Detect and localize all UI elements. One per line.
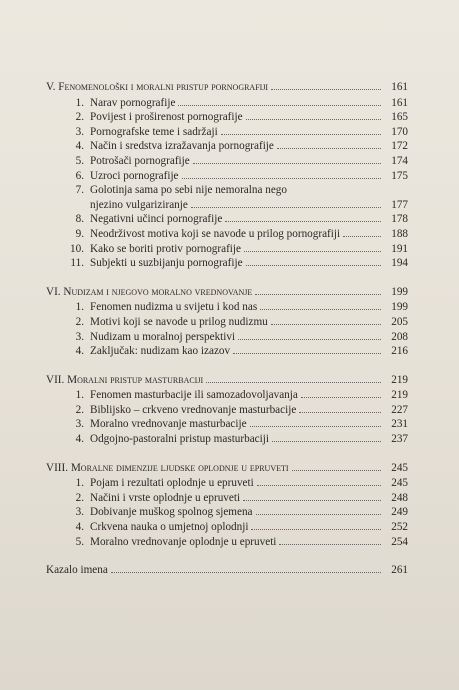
dot-leader bbox=[257, 476, 381, 486]
toc-entry bbox=[46, 96, 408, 111]
entry-title: Načini i vrste oplodnje u epruveti bbox=[90, 491, 241, 504]
dot-leader bbox=[271, 315, 381, 325]
page-number: 248 bbox=[391, 491, 408, 504]
index-title: Kazalo imena bbox=[46, 564, 108, 577]
entry-number: 3. bbox=[75, 418, 84, 431]
entry-number: 4. bbox=[75, 521, 84, 534]
dot-leader bbox=[111, 563, 381, 573]
toc-section-viii bbox=[46, 461, 408, 550]
dot-leader bbox=[238, 330, 381, 340]
page-number: 165 bbox=[391, 111, 408, 124]
dot-leader bbox=[301, 388, 381, 398]
page-number: 216 bbox=[391, 345, 408, 358]
page-number: 172 bbox=[391, 140, 408, 153]
section-title: VII. Moralni pristup masturbaciji bbox=[46, 373, 204, 386]
entry-title: Način i sredstva izražavanja pornografije bbox=[90, 140, 274, 153]
toc-entry bbox=[46, 388, 408, 403]
toc-entry bbox=[46, 242, 408, 257]
entry-number: 3. bbox=[75, 506, 84, 519]
entry-title: Povijest i proširenost pornografije bbox=[90, 111, 243, 124]
entry-title: Fenomen nudizma u svijetu i kod nas bbox=[90, 301, 258, 314]
toc-section-vii bbox=[46, 373, 408, 447]
dot-leader bbox=[343, 227, 381, 237]
entry-number: 1. bbox=[75, 389, 84, 402]
entry-number: 5. bbox=[75, 154, 84, 167]
page-number: 231 bbox=[391, 418, 408, 431]
entry-number: 11. bbox=[70, 257, 84, 270]
entry-number: 4. bbox=[75, 345, 84, 358]
toc-entry bbox=[46, 125, 408, 140]
entry-number: 10. bbox=[70, 242, 84, 255]
entry-title: Dobivanje muškog spolnog sjemena bbox=[90, 506, 253, 519]
page-number: 161 bbox=[391, 96, 408, 109]
page-number: 188 bbox=[391, 227, 408, 240]
page-number: 161 bbox=[391, 81, 408, 93]
dot-leader bbox=[272, 432, 381, 442]
toc-entry bbox=[46, 476, 408, 491]
entry-number: 3. bbox=[75, 330, 84, 343]
toc-section-vi bbox=[46, 285, 408, 359]
entry-title: Motivi koji se navode u prilog nudizmu bbox=[90, 315, 268, 328]
entry-title: Kako se boriti protiv pornografije bbox=[90, 242, 241, 255]
dot-leader bbox=[256, 505, 381, 515]
toc-entry bbox=[46, 139, 408, 154]
entry-title: Neodrživost motiva koji se navode u prilog pornografiji bbox=[90, 227, 341, 240]
entry-title: Zaključak: nudizam kao izazov bbox=[90, 345, 231, 358]
dot-leader bbox=[271, 80, 381, 90]
entry-title: Odgojno-pastoralni pristup masturbaciji bbox=[90, 433, 269, 446]
page-number: 254 bbox=[391, 535, 408, 548]
dot-leader bbox=[246, 110, 381, 120]
toc-entry bbox=[46, 256, 408, 271]
page-number: 170 bbox=[391, 125, 408, 138]
toc-entry bbox=[46, 491, 408, 506]
page-number: 219 bbox=[391, 389, 408, 402]
index-entry bbox=[46, 563, 408, 578]
entry-title: Moralno vrednovanje masturbacije bbox=[90, 418, 247, 431]
entry-title: Fenomen masturbacije ili samozadovoljavanja bbox=[90, 389, 298, 402]
toc-entry bbox=[46, 183, 408, 212]
entry-title: Moralno vrednovanje oplodnje u epruveti bbox=[90, 535, 277, 548]
dot-leader bbox=[277, 139, 381, 149]
entry-number: 3. bbox=[75, 125, 84, 138]
toc-entry bbox=[46, 520, 408, 535]
toc-entry bbox=[46, 110, 408, 125]
toc-entry bbox=[46, 330, 408, 345]
dot-leader bbox=[246, 256, 381, 266]
section-heading bbox=[46, 285, 408, 300]
dot-leader bbox=[243, 491, 381, 501]
section-title: V. Fenomenološki i moralni pristup pornografiji bbox=[46, 81, 269, 93]
toc-entry bbox=[46, 432, 408, 447]
toc-entry bbox=[46, 417, 408, 432]
page-number: 237 bbox=[391, 433, 408, 446]
entry-title: Crkvena nauka o umjetnoj oplodnji bbox=[90, 521, 249, 534]
entry-number: 9. bbox=[75, 227, 84, 240]
page-number: 199 bbox=[391, 285, 408, 298]
entry-title: Nudizam u moralnoj perspektivi bbox=[90, 330, 236, 343]
entry-number: 8. bbox=[75, 213, 84, 226]
entry-number: 2. bbox=[75, 403, 84, 416]
entry-number: 5. bbox=[75, 535, 84, 548]
page-number: 199 bbox=[391, 301, 408, 314]
entry-title: Biblijsko – crkveno vrednovanje masturbacije bbox=[90, 403, 297, 416]
dot-leader bbox=[255, 285, 381, 295]
page-number: 205 bbox=[391, 315, 408, 328]
page-number: 175 bbox=[391, 169, 408, 182]
section-heading bbox=[46, 461, 408, 476]
toc-entry bbox=[46, 344, 408, 359]
entry-number: 2. bbox=[75, 111, 84, 124]
page-number: 245 bbox=[391, 461, 408, 474]
entry-number: 1. bbox=[75, 96, 84, 109]
section-heading bbox=[46, 373, 408, 388]
page-number: 178 bbox=[391, 213, 408, 226]
entry-number: 7. bbox=[75, 184, 84, 197]
dot-leader bbox=[233, 344, 381, 354]
dot-leader bbox=[225, 212, 381, 222]
dot-leader bbox=[178, 96, 381, 106]
entry-title: Potrošači pornografije bbox=[90, 154, 190, 167]
entry-title-continued: njezino vulgariziranje bbox=[90, 198, 188, 211]
toc-entry bbox=[46, 315, 408, 330]
toc-entry bbox=[46, 169, 408, 184]
page-number: 194 bbox=[391, 257, 408, 270]
dot-leader bbox=[191, 198, 381, 208]
toc-entry bbox=[46, 300, 408, 315]
entry-number: 2. bbox=[75, 491, 84, 504]
dot-leader bbox=[244, 242, 381, 252]
entry-number: 1. bbox=[75, 477, 84, 490]
page-number: 245 bbox=[391, 477, 408, 490]
page-number: 174 bbox=[391, 154, 408, 167]
page-number: 219 bbox=[391, 373, 408, 386]
toc-entry bbox=[46, 212, 408, 227]
page-number: 208 bbox=[391, 330, 408, 343]
entry-number: 6. bbox=[75, 169, 84, 182]
dot-leader bbox=[251, 520, 381, 530]
dot-leader bbox=[299, 403, 381, 413]
section-heading bbox=[46, 80, 408, 95]
page-number: 227 bbox=[391, 403, 408, 416]
dot-leader bbox=[279, 535, 381, 545]
entry-title: Pornografske teme i sadržaji bbox=[90, 125, 218, 138]
section-title: VIII. Moralne dimenzije ljudske oplodnje u epruveti bbox=[46, 461, 289, 474]
page-number: 177 bbox=[391, 198, 408, 211]
entry-number: 4. bbox=[75, 140, 84, 153]
dot-leader bbox=[260, 300, 381, 310]
toc-entry bbox=[46, 154, 408, 169]
dot-leader bbox=[221, 125, 381, 135]
table-of-contents bbox=[46, 80, 408, 578]
entry-title: Subjekti u suzbijanju pornografije bbox=[90, 257, 243, 270]
toc-entry bbox=[46, 535, 408, 550]
entry-number: 4. bbox=[75, 433, 84, 446]
dot-leader bbox=[182, 169, 381, 179]
toc-entry bbox=[46, 403, 408, 418]
page-number: 252 bbox=[391, 521, 408, 534]
entry-title: Uzroci pornografije bbox=[90, 169, 179, 182]
dot-leader bbox=[193, 154, 381, 164]
entry-number: 2. bbox=[75, 315, 84, 328]
page-number: 191 bbox=[391, 242, 408, 255]
entry-title: Pojam i rezultati oplodnje u epruveti bbox=[90, 477, 254, 490]
toc-entry bbox=[46, 227, 408, 242]
toc-section-v bbox=[46, 80, 408, 271]
page-number: 261 bbox=[391, 564, 408, 577]
entry-title: Negativni učinci pornografije bbox=[90, 213, 223, 226]
section-title: VI. Nudizam i njegovo moralno vrednovanje bbox=[46, 285, 253, 298]
toc-entry bbox=[46, 505, 408, 520]
dot-leader bbox=[292, 461, 381, 471]
dot-leader bbox=[206, 373, 381, 383]
dot-leader bbox=[250, 417, 381, 427]
entry-number: 1. bbox=[75, 301, 84, 314]
entry-title: Narav pornografije bbox=[90, 96, 176, 109]
entry-title: Golotinja sama po sebi nije nemoralna nego bbox=[90, 184, 287, 197]
page-number: 249 bbox=[391, 506, 408, 519]
